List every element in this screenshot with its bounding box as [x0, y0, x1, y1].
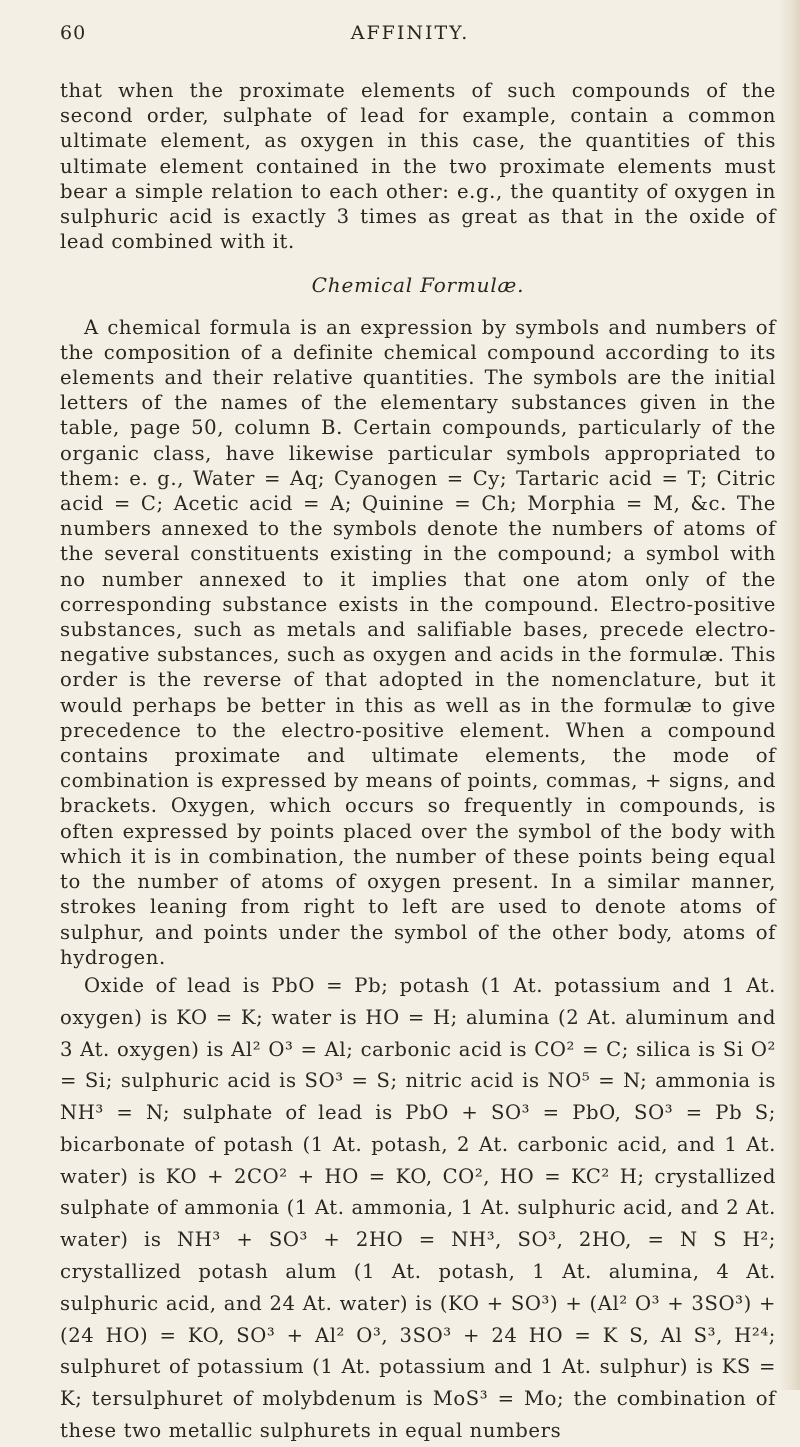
- body-text: [60, 78, 776, 1447]
- page-header: [60, 22, 760, 52]
- intro-paragraph: that when the proximate elements of such compounds of the second order, sulphate of lead for example, contain a common ultimate element, as oxygen in this case, the quantities of this ultimate element contained in the two proximate elements must bear a simple relation to each other: e.g., the quantity of oxygen in sulphuric acid is exactly 3 times as great as that in the oxide of lead combined with it.: [60, 79, 776, 254]
- formula-definition-paragraph: A chemical formula is an expression by symbols and numbers of the composition of a definite chemical compound according to its elements and their relative quantities. The symbols are the initial letters of the names of the elementary substances given in the table, page 50, column B. Certain compounds, particularly of the organic class, have likewise particular symbols appropriated to them: e. g., Water = Aq; Cyanogen = Cy; Tartaric acid = T; Citric acid = C; Acetic acid = A; Quinine = Ch; Morphia = M, &c. The numbers annexed to the symbols denote the numbers of atoms of the several constituents existing in the compound; a symbol with no number annexed to it implies that one atom only of the corresponding substance exists in the compound. Electro-positive substances, such as metals and salifiable bases, precede electro-negative substances, such as oxygen and acids in the formulæ. This order is the reverse of that adopted in the nomenclature, but it would perhaps be better in this as well as in the formulæ to give precedence to the electro-positive element. When a compound contains proximate and ultimate elements, the mode of combination is expressed by means of points, commas, + signs, and brackets. Oxygen, which occurs so frequently in compounds, is often expressed by points placed over the symbol of the body with which it is in combination, the number of these points being equal to the number of atoms of oxygen present. In a similar manner, strokes leaning from right to left are used to denote atoms of sulphur, and points under the symbol of the other body, atoms of hydrogen.: [60, 315, 776, 969]
- page-edge-shadow: [778, 0, 800, 1390]
- page-number: 60: [60, 22, 87, 44]
- running-title: AFFINITY.: [350, 22, 470, 44]
- oxide-examples-paragraph: Oxide of lead is PbO = Pb; potash (1 At. potassium and 1 At. oxygen) is KO = K; water is HO = H; alumina (2 At. aluminum and 3 At. oxygen) is Al² O³ = Al; carbonic acid is CO² = C; silica is Si O² = Si; sulphuric acid is SO³ = S; nitric acid is NO⁵ = N; ammonia is NH³ = N; sulphate of lead is PbO + SO³ = PbO, SO³ = Pb S; bicarbonate of potash (1 At. potash, 2 At. carbonic acid, and 1 At. water) is KO + 2CO² + HO = KO, CO², HO = KC² H; crystallized sulphate of ammonia (1 At. ammonia, 1 At. sulphuric acid, and 2 At. water) is NH³ + SO³ + 2HO = NH³, SO³, 2HO, = N S H²; crystallized potash alum (1 At. potash, 1 At. alumina, 4 At. sulphuric acid, and 24 At. water) is (KO + SO³) + (Al² O³ + 3SO³) + (24 HO) = KO, SO³ + Al² O³, 3SO³ + 24 HO = K S, Al S³, H²⁴; sulphuret of potassium (1 At. potassium and 1 At. sulphur) is KS = K; tersulphuret of molybdenum is MoS³ = Mo; the combination of these two metallic sulphurets in equal numbers: [60, 973, 776, 1443]
- section-heading: Chemical Formulæ.: [311, 273, 525, 298]
